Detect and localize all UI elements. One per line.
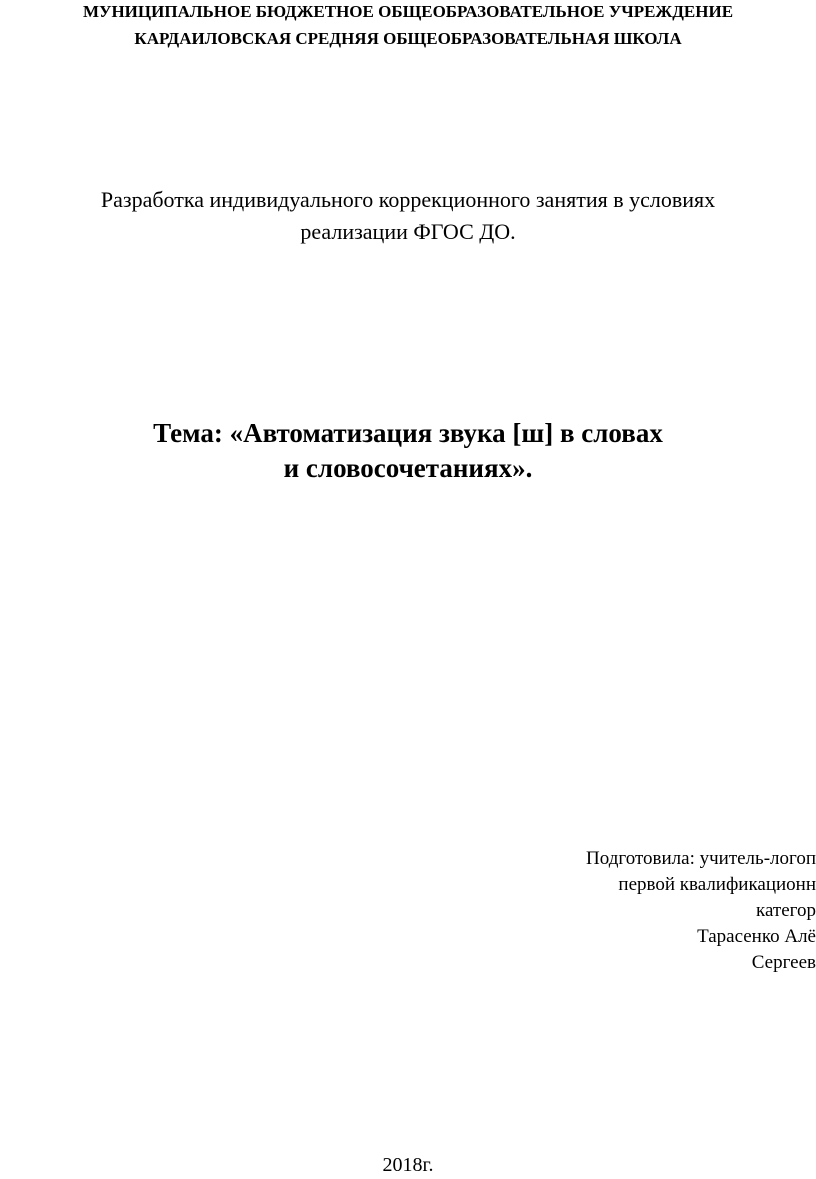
school-header-line-2: КАРДАИЛОВСКАЯ СРЕДНЯЯ ОБЩЕОБРАЗОВАТЕЛЬНАЯ ШКОЛА [134, 29, 682, 48]
subtitle-line-2: реализации ФГОС ДО. [300, 219, 516, 244]
topic-line-1: Тема: «Автоматизация звука [ш] в словах [153, 418, 663, 448]
document-year: 2018г. [382, 1154, 434, 1176]
author-line-2: первой квалификационн [618, 874, 816, 895]
author-line-3: категор [756, 900, 816, 921]
author-line-1: Подготовила: учитель-логоп [586, 848, 816, 869]
school-header-line-1: МУНИЦИПАЛЬНОЕ БЮДЖЕТНОЕ ОБЩЕОБРАЗОВАТЕЛЬНОЕ УЧРЕЖДЕНИЕ [82, 2, 734, 21]
author-line-4: Тарасенко Алё [697, 926, 816, 947]
subtitle-line-1: Разработка индивидуального коррекционного занятия в условиях [100, 187, 716, 212]
author-line-5: Сергеев [751, 952, 816, 973]
topic-line-2: и словосочетаниях». [283, 453, 533, 483]
